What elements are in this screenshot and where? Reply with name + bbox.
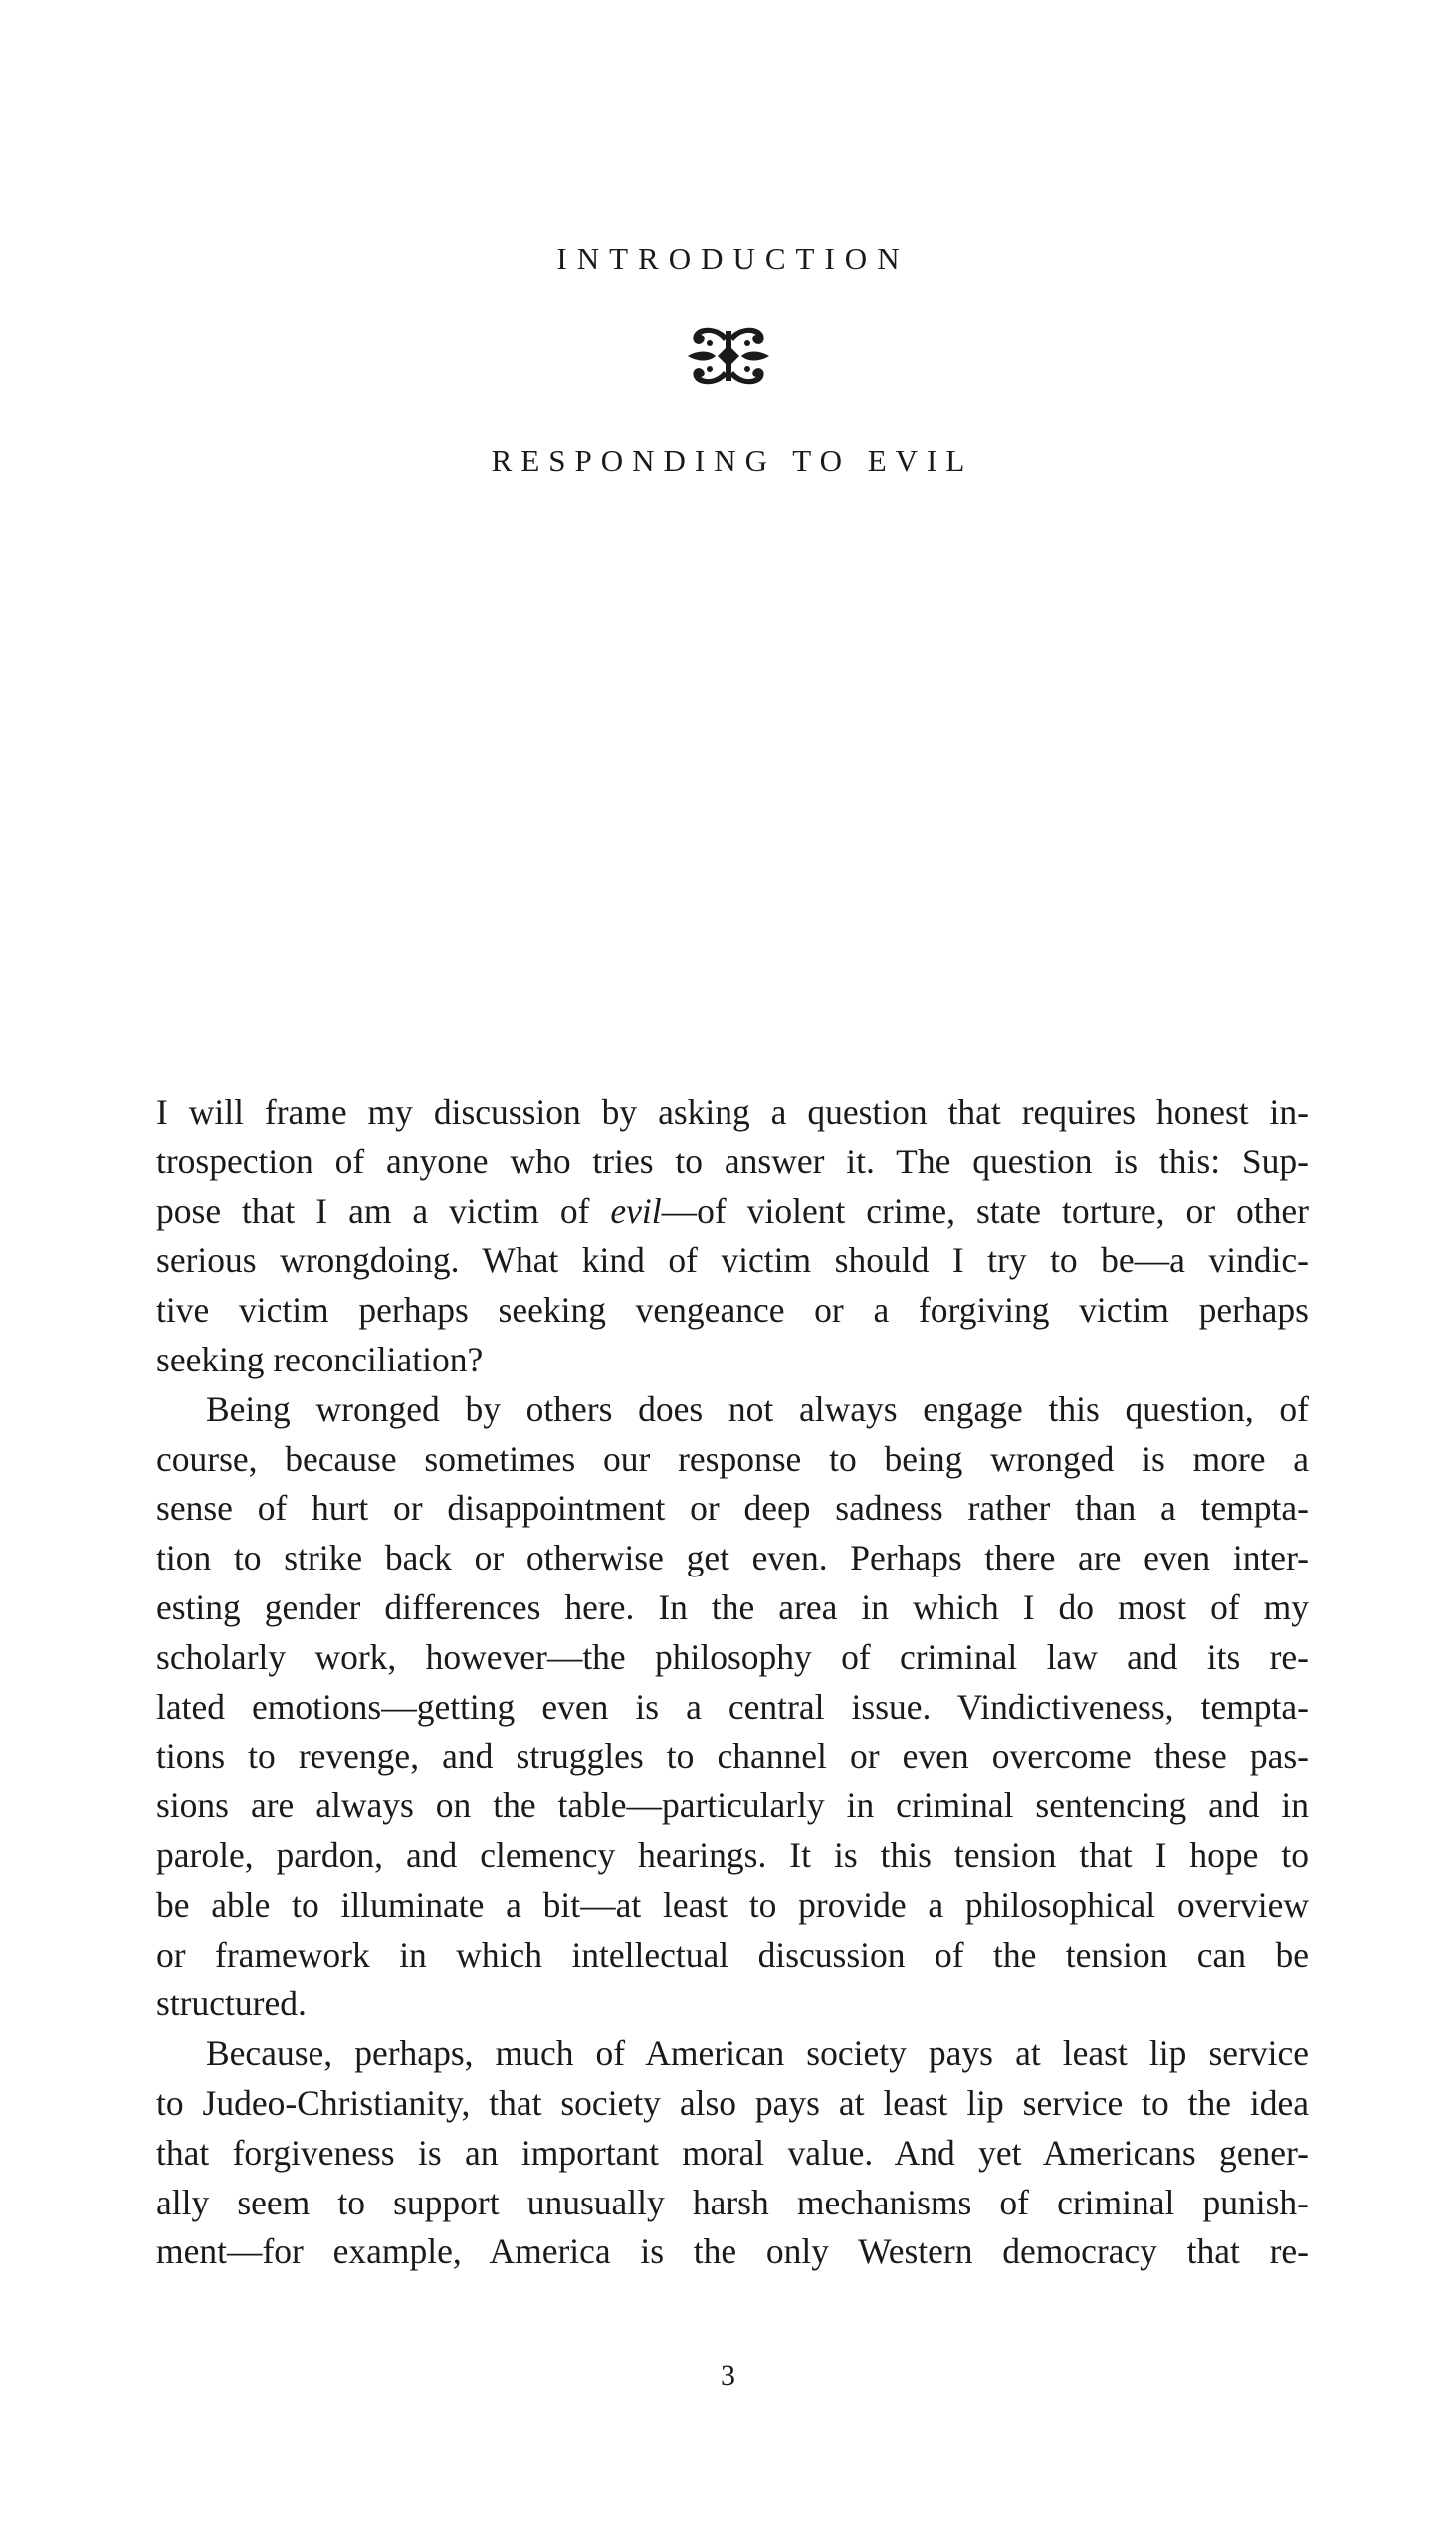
text-line: scholarly work, however—the philosophy of criminal law and its re-: [156, 1636, 1309, 1677]
text-line: to Judeo-Christianity, that society also pays at least lip service to the idea: [156, 2082, 1309, 2123]
text-line: tion to strike back or otherwise get even. Perhaps there are even inter-: [156, 1538, 1309, 1578]
text-line: that forgiveness is an important moral value. And yet Americans gener-: [156, 2132, 1309, 2173]
text-line: tions to revenge, and struggles to channel or even overcome these pas-: [156, 1736, 1309, 1777]
text-line: [156, 1187, 1309, 1237]
text-line: tive victim perhaps seeking vengeance or a forgiving victim perhaps: [156, 1290, 1309, 1331]
text-line: be able to illuminate a bit—at least to provide a philosophical overview: [156, 1884, 1309, 1925]
text-line: serious wrongdoing. What kind of victim should I try to be—a vindic-: [156, 1240, 1309, 1281]
text-line: or framework in which intellectual discussion of the tension can be: [156, 1934, 1309, 1975]
emphasis-evil: evil: [610, 1190, 662, 1231]
chapter-label: INTRODUCTION: [556, 241, 910, 276]
text-line: structured.: [156, 1984, 307, 2024]
text-span: —of violent crime, state torture, or other: [661, 1190, 1309, 1231]
fleuron-ornament-icon: [684, 323, 773, 389]
page-number: 3: [721, 2359, 735, 2392]
text-line: lated emotions—getting even is a central issue. Vindictiveness, tempta-: [156, 1686, 1309, 1727]
body-text: [156, 1088, 1309, 2277]
text-line: Being wronged by others does not always engage this question, of: [206, 1388, 1309, 1429]
text-span: pose that I am a victim of: [156, 1190, 611, 1231]
text-line: seeking reconciliation?: [156, 1339, 484, 1379]
text-line: I will frame my discussion by asking a question that requires honest in-: [156, 1092, 1309, 1132]
text-line: sense of hurt or disappointment or deep sadness rather than a tempta-: [156, 1488, 1309, 1529]
text-line: ally seem to support unusually harsh mechanisms of criminal punish-: [156, 2182, 1309, 2222]
text-line: course, because sometimes our response to being wronged is more a: [156, 1438, 1309, 1479]
text-line: trospection of anyone who tries to answer it. The question is this: Sup-: [156, 1141, 1309, 1181]
text-line: Because, perhaps, much of American society pays at least lip service: [206, 2033, 1309, 2074]
text-line: sions are always on the table—particularly in criminal sentencing and in: [156, 1786, 1309, 1826]
text-line: esting gender differences here. In the area in which I do most of my: [156, 1586, 1309, 1627]
text-line: ment—for example, America is the only Western democracy that re-: [156, 2231, 1309, 2272]
chapter-title: RESPONDING TO EVIL: [491, 443, 974, 478]
text-line: parole, pardon, and clemency hearings. It is this tension that I hope to: [156, 1834, 1309, 1875]
